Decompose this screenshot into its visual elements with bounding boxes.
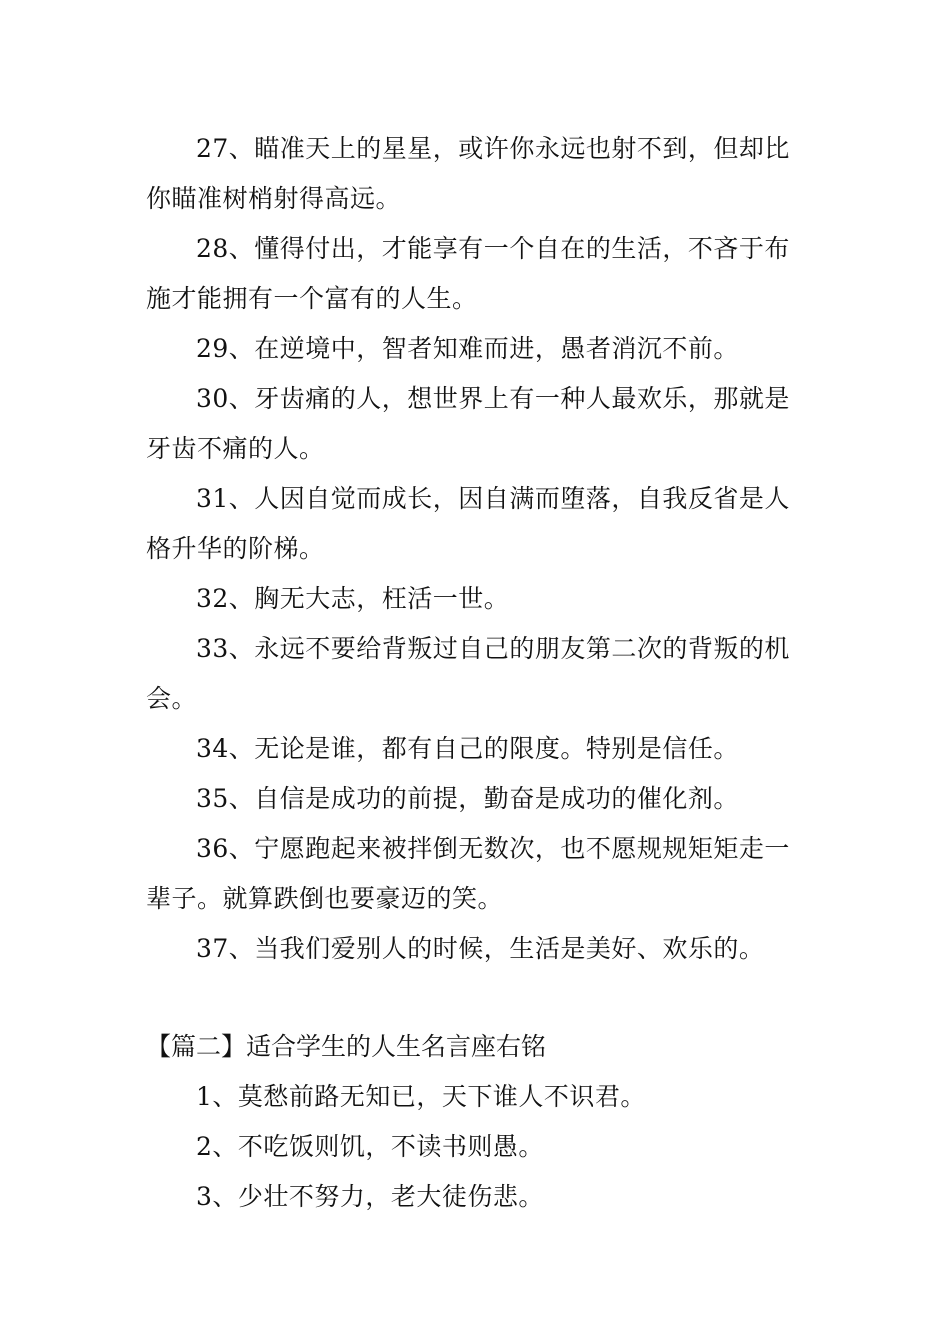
quote-paragraph-32 xyxy=(146,574,806,624)
quote-text: 28、懂得付出，才能享有一个自在的生活，不吝于布施才能拥有一个富有的人生。 xyxy=(146,234,790,313)
quote-text: 33、永远不要给背叛过自己的朋友第二次的背叛的机会。 xyxy=(146,634,790,713)
quote-paragraph-33 xyxy=(146,624,806,724)
section-item-3 xyxy=(146,1172,806,1222)
quote-paragraph-34 xyxy=(146,724,806,774)
quote-text: 37、当我们爱别人的时候，生活是美好、欢乐的。 xyxy=(196,934,765,963)
quote-text: 32、胸无大志，枉活一世。 xyxy=(196,584,510,613)
quote-paragraph-28 xyxy=(146,224,806,324)
section-item-2 xyxy=(146,1122,806,1172)
section-item-text: 3、少壮不努力，老大徒伤悲。 xyxy=(196,1182,544,1211)
quote-text: 30、牙齿痛的人，想世界上有一种人最欢乐，那就是牙齿不痛的人。 xyxy=(146,384,790,463)
section-item-1 xyxy=(146,1072,806,1122)
quote-text: 31、人因自觉而成长，因自满而堕落，自我反省是人格升华的阶梯。 xyxy=(146,484,790,563)
section-heading: 【篇二】适合学生的人生名言座右铭 xyxy=(146,1032,547,1061)
quote-paragraph-37 xyxy=(146,924,806,974)
quote-text: 35、自信是成功的前提，勤奋是成功的催化剂。 xyxy=(196,784,739,813)
section-item-text: 1、莫愁前路无知已，天下谁人不识君。 xyxy=(196,1082,646,1111)
quote-paragraph-27 xyxy=(146,124,806,224)
quote-text: 29、在逆境中，智者知难而进，愚者消沉不前。 xyxy=(196,334,739,363)
section-item-text: 2、不吃饭则饥，不读书则愚。 xyxy=(196,1132,544,1161)
quote-paragraph-29 xyxy=(146,324,806,374)
quote-paragraph-31 xyxy=(146,474,806,574)
quote-paragraph-35 xyxy=(146,774,806,824)
quote-paragraph-36 xyxy=(146,824,806,924)
quote-text: 27、瞄准天上的星星，或许你永远也射不到，但却比你瞄准树梢射得高远。 xyxy=(146,134,790,213)
quote-text: 36、宁愿跑起来被拌倒无数次，也不愿规规矩矩走一辈子。就算跌倒也要豪迈的笑。 xyxy=(146,834,790,913)
quote-text: 34、无论是谁，都有自己的限度。特别是信任。 xyxy=(196,734,739,763)
quote-paragraph-30 xyxy=(146,374,806,474)
